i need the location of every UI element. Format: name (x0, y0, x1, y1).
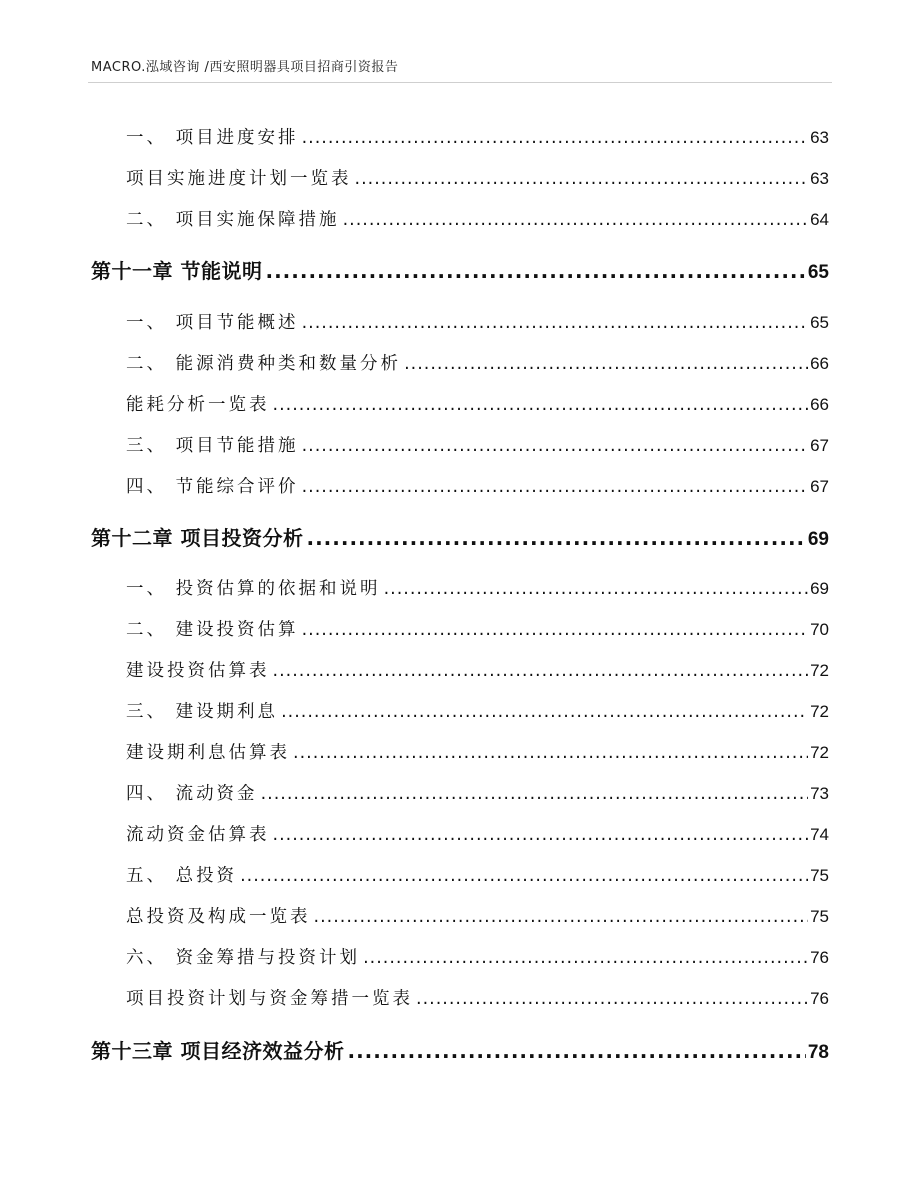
toc-page-number: 66 (810, 395, 829, 414)
toc-entry[interactable] (126, 862, 829, 887)
toc-dot-leader (384, 579, 809, 599)
toc-chapter-title: 第十三章 项目经济效益分析 (91, 1039, 345, 1063)
toc-chapter-entry[interactable] (91, 522, 829, 551)
toc-entry[interactable] (126, 739, 829, 764)
toc-page-number: 76 (810, 948, 829, 967)
toc-dot-leader (293, 743, 808, 763)
toc-page-number: 69 (807, 529, 829, 550)
toc-entry-title: 项目投资计划与资金筹措一览表 (126, 989, 413, 1009)
toc-page-number: 72 (810, 743, 829, 762)
toc-dot-leader (302, 436, 809, 456)
toc-dot-leader (416, 989, 808, 1009)
toc-page-number: 67 (810, 436, 829, 455)
toc-entry-title: 五、 总投资 (126, 866, 238, 886)
toc-dot-leader (273, 825, 809, 845)
toc-entry[interactable] (126, 616, 829, 641)
toc-entry[interactable] (126, 473, 829, 498)
toc-page-number: 72 (810, 702, 829, 721)
toc-entry[interactable] (126, 309, 829, 334)
toc-dot-leader (355, 169, 809, 189)
toc-dot-leader (240, 866, 808, 886)
toc-entry-title: 一、 投资估算的依据和说明 (126, 579, 381, 599)
toc-page-number: 70 (810, 620, 829, 639)
toc-page-number: 65 (807, 262, 829, 283)
toc-page-number: 76 (810, 989, 829, 1008)
toc-dot-leader (281, 702, 808, 722)
toc-entry[interactable] (126, 391, 829, 416)
toc-entry-title: 二、 建设投资估算 (126, 620, 299, 640)
toc-dot-leader (302, 620, 809, 640)
toc-entry[interactable] (126, 821, 829, 846)
toc-entry[interactable] (126, 206, 829, 231)
toc-entry-title: 四、 节能综合评价 (126, 477, 299, 497)
toc-entry[interactable] (126, 657, 829, 682)
toc-entry-title: 建设投资估算表 (126, 661, 270, 681)
toc-page-number: 72 (810, 661, 829, 680)
toc-page-number: 67 (810, 477, 829, 496)
running-header: MACRO.泓域咨询 /西安照明器具项目招商引资报告 (91, 60, 399, 75)
toc-page-number: 63 (810, 128, 829, 147)
toc-chapter-title: 第十二章 项目投资分析 (91, 526, 304, 550)
toc-dot-leader (265, 259, 805, 283)
toc-chapter-entry[interactable] (91, 255, 829, 284)
toc-chapter-title: 第十一章 节能说明 (91, 259, 263, 283)
toc-dot-leader (302, 477, 809, 497)
toc-entry[interactable] (126, 780, 829, 805)
toc-entry[interactable] (126, 575, 829, 600)
toc-page-number: 69 (810, 579, 829, 598)
toc-dot-leader (273, 395, 809, 415)
toc-entry-title: 能耗分析一览表 (126, 395, 270, 415)
toc-entry-title: 二、 能源消费种类和数量分析 (126, 354, 402, 374)
toc-page-number: 65 (810, 313, 829, 332)
toc-entry-title: 项目实施进度计划一览表 (126, 169, 352, 189)
toc-entry[interactable] (126, 350, 829, 375)
toc-page-number: 66 (810, 354, 829, 373)
toc-entry[interactable] (126, 944, 829, 969)
toc-entry[interactable] (126, 698, 829, 723)
toc-dot-leader (302, 128, 809, 148)
toc-entry-title: 三、 建设期利息 (126, 702, 279, 722)
toc-entry[interactable] (126, 903, 829, 928)
toc-page-number: 64 (810, 210, 829, 229)
toc-dot-leader (302, 313, 809, 333)
toc-page-number: 73 (810, 784, 829, 803)
toc-page-number: 78 (807, 1042, 829, 1063)
toc-entry[interactable] (126, 985, 829, 1010)
toc-entry-title: 三、 项目节能措施 (126, 436, 299, 456)
toc-entry-title: 一、 项目节能概述 (126, 313, 299, 333)
toc-dot-leader (273, 661, 809, 681)
toc-dot-leader (261, 784, 809, 804)
toc-dot-leader (314, 907, 809, 927)
toc-entry-title: 二、 项目实施保障措施 (126, 210, 340, 230)
toc-dot-leader (306, 526, 805, 550)
toc-page-number: 75 (810, 866, 829, 885)
toc-page-number: 63 (810, 169, 829, 188)
toc-entry[interactable] (126, 432, 829, 457)
toc-dot-leader (347, 1039, 805, 1063)
toc-chapter-entry[interactable] (91, 1035, 829, 1064)
toc-dot-leader (363, 948, 808, 968)
toc-entry-title: 四、 流动资金 (126, 784, 258, 804)
toc-dot-leader (404, 354, 808, 374)
toc-entry[interactable] (126, 165, 829, 190)
toc-entry-title: 总投资及构成一览表 (126, 907, 311, 927)
toc-entry-title: 一、 项目进度安排 (126, 128, 299, 148)
toc-page-number: 75 (810, 907, 829, 926)
toc-entry-title: 六、 资金筹措与投资计划 (126, 948, 361, 968)
toc-entry-title: 流动资金估算表 (126, 825, 270, 845)
toc-entry[interactable] (126, 124, 829, 149)
toc-entry-title: 建设期利息估算表 (126, 743, 290, 763)
toc-dot-leader (343, 210, 809, 230)
toc-page-number: 74 (810, 825, 829, 844)
